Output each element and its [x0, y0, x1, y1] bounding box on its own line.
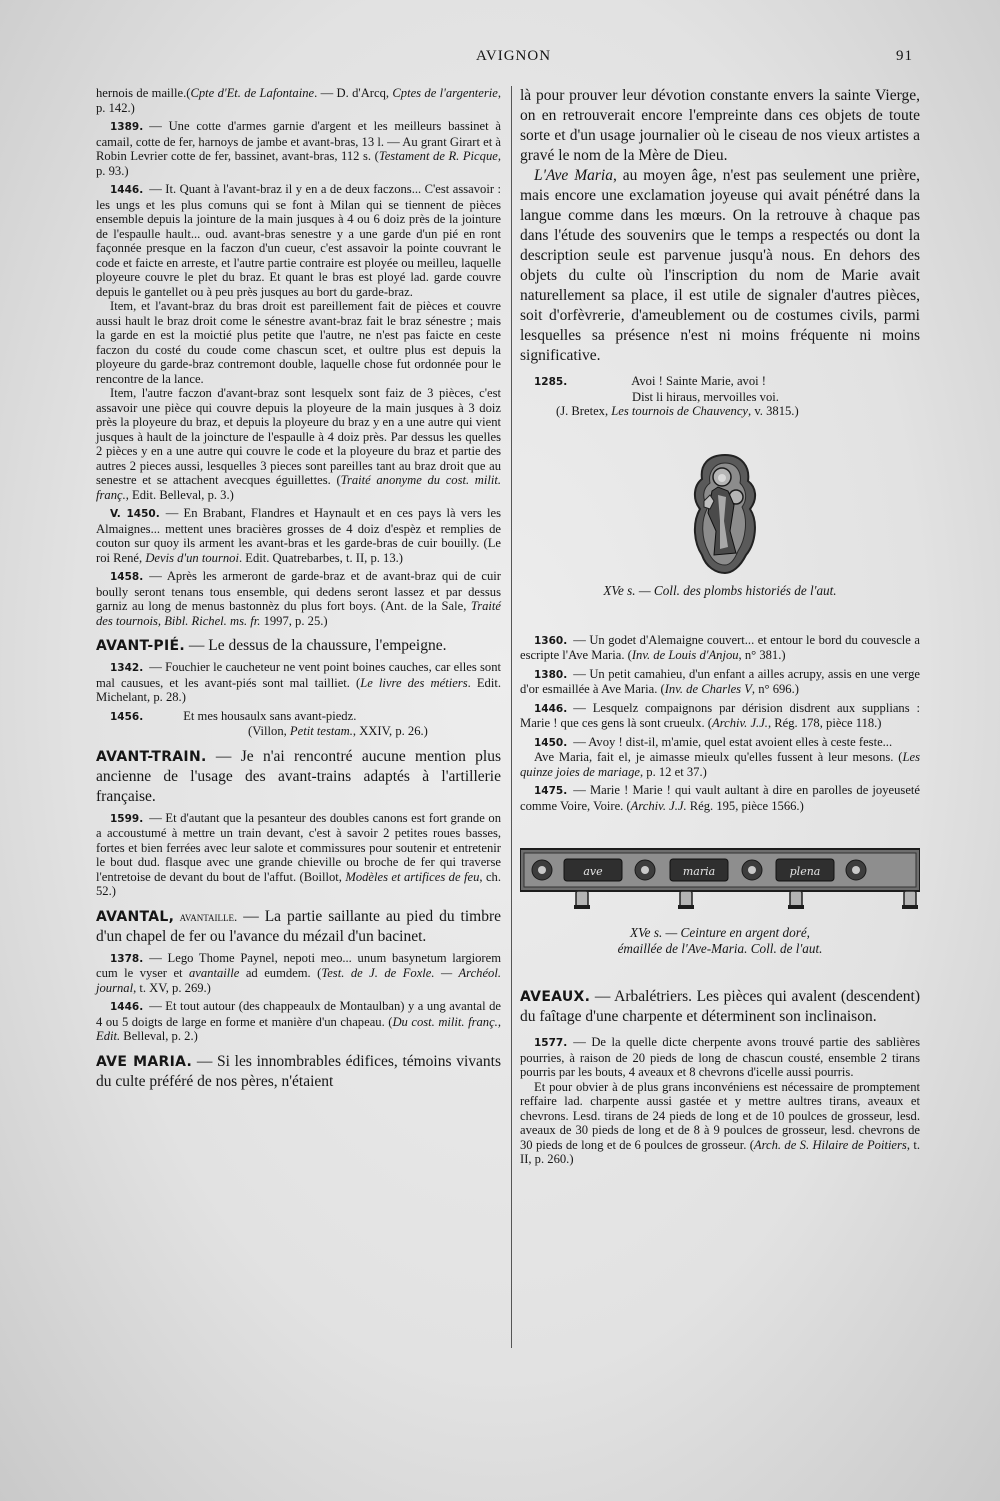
paragraph: Item, et l'avant-braz du bras droit est pareillement fait de pièces et couvre aussi hault le braz droit come le sénestre avant-braz fait le braz sénestre ; mais la garde en est la moictié plus petite que l'autre, ne n'est pas faicte en ceste faczon du costé du coude come chascun scet, et oultre plus est depuis la ployeure du garde-braz contremont double, laquelle chose fut ordonnée pour le rencontre de la lance. [96, 299, 501, 386]
paragraph [96, 724, 501, 739]
citation: Les tournois de Chauvency [611, 404, 749, 418]
year-label: 1342. [110, 662, 144, 674]
text: — Un petit camahieu, d'un enfant a ailles acrupy, assis en une verge d'or esmaillée à Ave Maria. ( [520, 666, 920, 696]
paragraph [520, 1035, 920, 1080]
paragraph [96, 951, 501, 996]
citation: Archiv. J.J. [630, 798, 687, 813]
citation: Cpte d'Et. de Lafontaine [190, 86, 315, 100]
year-label: 1599. [110, 812, 144, 825]
text: hernois de maille. [96, 86, 187, 100]
right-column [520, 86, 920, 1167]
headword: AVEAUX. [520, 989, 591, 1005]
paragraph [520, 667, 920, 697]
text: — Un godet d'Alemaigne couvert... et entour le bord du couvescle a escripte l'Ave Maria. ( [520, 632, 920, 662]
figure-caption: XVe s. — Coll. des plombs historiés de l'aut. [603, 582, 837, 598]
definition: — Je n'ai rencontré aucune mention plus ancienne de l'usage des avant-trains adaptés à l'artillerie française. [96, 747, 501, 805]
year-label: 1446. [110, 184, 144, 196]
paragraph [96, 811, 501, 899]
figure-belt [520, 843, 920, 915]
lead-plaque-image [690, 451, 760, 577]
paragraph: là pour prouver leur dévotion constante envers la sainte Vierge, on en retrouverait encore l'empreinte dans ces objets de toute sorte et d'un usage journalier où le ciseau de nos vieux artistes a gravé le nom de la Mère de Dieu. [520, 87, 920, 164]
citation: Devis d'un tournoi [145, 550, 239, 565]
belt-word: maria [682, 865, 716, 878]
year-label: 1378. [110, 952, 144, 965]
text: Ave Maria, fait el, je aimasse mieulx qu'elles fussent à leur mesons. ( [534, 750, 903, 764]
verse-block [520, 374, 920, 390]
text: ad eumdem. ( [239, 966, 322, 980]
left-column [96, 86, 501, 1092]
definition: — La partie saillante au pied du timbre d'un chapel de fer ou l'avance du mézail d'un bacinet. [96, 907, 501, 945]
text: Item, l'autre faczon d'avant-braz sont lesquelx sont faiz de 3 pièces, c'est assavoir une pièce qui couvre depuis la ployeure de la main jusques à 3 doiz près la ployeure du braz, et depuis la ployeure du braz y en a une autre qui vient jusques à hault de la joincture de l'espaulle à 4 doiz près. Par dessus les quelles 2 pièces y en a une autre qui couvre le code et la ployeure du braz et partie des autres 2 pieces aussi, lesquelles 3 pieces sont pareilles tant au braz droit que au senestre et se attachent avecques éguillettes. ( [96, 386, 501, 487]
citation: Arch. de S. Hilaire de Poitiers [753, 1137, 907, 1152]
paragraph [96, 709, 501, 725]
verse-line: Et mes housaulx sans avant-piedz. [183, 708, 357, 723]
year-label: 1458. [110, 571, 144, 583]
year-label: V. 1450. [110, 508, 160, 520]
text: , n° 696.) [751, 682, 799, 696]
text: . Edit. Michelant, p. 28.) [96, 675, 501, 704]
belt-word: plena [789, 865, 821, 878]
paragraph [96, 182, 501, 299]
figure-lead-plaque [520, 451, 920, 579]
column-divider [511, 86, 512, 1348]
belt-image [520, 843, 920, 915]
text: — Lego Thome Paynel, nepoti meo... unum basynetum largiorem cum le vyser et [96, 950, 501, 980]
text: — En Brabant, Flandres et Haynault et en ces pays là vers les Almaignes... mettent unes bracières grosses de 4 doiz d'espèz et remplies de couton sur quoy ils arment les avant-bras et les garde-bras de cuir bouilly. (Le roi René, [96, 506, 501, 565]
text: , Edit. Belleval, p. 3.) [125, 487, 234, 502]
verse-line: Dist li hiraus, mervoilles voi. [632, 389, 779, 404]
year-label: 1446. [110, 1001, 144, 1013]
text: , au moyen âge, n'est pas seulement une prière, mais encore une exclamation joyeuse qui avait pénétré dans la langue comme dans les mœurs. On la retrouve à chaque pas dans l'étude des souvenirs que le temps a respectés ou dont la description seule est parvenue jusqu'à nous. En dehors des objets du culte où l'inscription du nom de Marie avait naturellement sa place, il est utile de signaler d'autres pièces, soit d'orfèvrerie, d'ameublement ou de costumes civils, parmi lesquelles sa présence n'est ni moins fréquente ni moins significative. [520, 167, 921, 364]
text: — Fouchier le caucheteur ne vent point boines cauches, car elles sont mal causues, et les avant-piés sont mal tailliet. ( [96, 660, 501, 690]
text: , v. 3815.) [748, 404, 799, 418]
text: — Et tout autour (des chappeaulx de Montaulban) y a ung avantal de 4 ou 5 doigts de large en forme et manière d'un chapeau. ( [96, 999, 501, 1029]
year-label: 1450. [534, 736, 568, 749]
belt-word: ave [583, 865, 603, 878]
headword: AVANT-TRAIN. [96, 748, 207, 765]
text: , ch. 52.) [96, 869, 501, 898]
text: Rég. 195, pièce 1566.) [686, 798, 804, 813]
paragraph [96, 506, 501, 565]
text: , Rég. 178, pièce 118.) [767, 716, 882, 730]
figure-caption: émaillée de l'Ave-Maria. Coll. de l'aut. [617, 941, 823, 956]
paragraph [96, 660, 501, 705]
paragraph [96, 386, 501, 502]
citation: Petit testam. [289, 724, 353, 738]
definition: — Arbalétriers. Les pièces qui avalent (descendent) du faîtage d'une charpente et déterminent son inclinaison. [520, 988, 920, 1025]
citation: Les quinze joies de mariage [520, 750, 920, 779]
citation: Le livre des métiers [360, 675, 468, 690]
year-label: 1389. [110, 121, 144, 133]
running-head: AVIGNON [476, 48, 552, 64]
paragraph [96, 569, 501, 628]
year-label: 1456. [110, 710, 144, 723]
year-label: 1577. [534, 1037, 568, 1049]
page-number: 91 [896, 48, 913, 64]
citation: Testament de R. Picque [378, 149, 498, 163]
citation: Archiv. J.J. [712, 716, 768, 730]
citation: Inv. de Charles V [664, 682, 752, 696]
variant: avantaille. [174, 908, 238, 924]
citation: Traité anonyme du cost. milit. franç. [96, 473, 501, 502]
citation: Cptes de l'argenterie [392, 86, 498, 100]
text: . Edit. Quatrebarbes, t. II, p. 13.) [238, 550, 403, 565]
paragraph: hernois de maille.(Cpte d'Et. de Lafontaine. — D. d'Arcq, Cptes de l'argenterie, p. 142.) [96, 86, 501, 115]
paragraph [520, 783, 920, 813]
entry-heading [96, 1052, 501, 1092]
text: 1997, p. 25.) [260, 613, 328, 628]
text: , n° 381.) [738, 648, 786, 662]
text: , p. 12 et 37.) [639, 764, 707, 779]
year-label: 1380. [534, 668, 568, 681]
text: , t. XV, p. 269.) [133, 980, 211, 995]
headword: AVANTAL, [96, 908, 175, 925]
text: — De la quelle dicte cherpente avons trouvé partie des sablières pourries, à raison de 20 pieds de long de chascun cousté, ensemble 2 tirans pourris par les bouts, 4 aveaux et 8 chevrons d'icelle aussi pourris. [520, 1035, 920, 1079]
year-label: 1446. [534, 702, 568, 715]
source [520, 404, 920, 419]
citation: Modèles et artifices de feu [345, 869, 480, 884]
verse-line: Avoi ! Sainte Marie, avoi ! [631, 374, 766, 388]
year-label: 1475. [534, 785, 568, 797]
emphasis: L'Ave Maria [534, 167, 613, 184]
citation: Traité des tournois, Bibl. Richel. ms. fr. [96, 599, 501, 628]
entry-heading [520, 987, 920, 1027]
entry-heading [96, 636, 501, 656]
text: . — D. d'Arcq, [314, 86, 390, 100]
entry-heading [96, 907, 501, 947]
citation: avantaille [189, 966, 240, 980]
citation: Inv. de Louis d'Anjou [631, 648, 739, 662]
year-label: 1285. [534, 376, 568, 388]
text: — Avoy ! dist-il, m'amie, quel estat avoient elles à ceste feste... [573, 734, 893, 749]
text: , p. 142.) [96, 86, 501, 115]
text: — Et d'autant que la pesanteur des doubles canons est fort grande on a accoustumé à mettre un train devant, c'est à savoir 2 petites roues basses, fortes et bien ferrées avec leur salote et commissures pour soutenir et entretenir le bout dud. flasque avec une grande chieville ou broche de fer qui traverse l'entretoise de devant du bout de l'affut. (Boillot, [96, 810, 501, 884]
text: (J. Bretex, [556, 404, 612, 418]
paragraph [520, 750, 920, 779]
text: (Villon, [248, 724, 290, 738]
paragraph [96, 119, 501, 178]
text: Et pour obvier à de plus grans inconvéniens est nécessaire de promptement reffaire lad. charpente aussi gastée et y mettre aultres tirans, aveaux et chevrons. Lesd. tirans de 24 pieds de long et de 10 poulces de grosseur, lesd. aveaux de 30 pieds de long et de 8 à 9 poulces de grosseur, lesd. chevrons de 30 pieds de long et de 6 poulces de grosseur. ( [520, 1079, 920, 1152]
definition: — Le dessus de la chaussure, l'empeigne. [184, 637, 447, 654]
citation: Du cost. milit. franç., Edit. [96, 1014, 501, 1043]
text: — It. Quant à l'avant-braz il y en a de deux faczons... C'est assavoir : les ungs et les plus comuns qui se font à Milan qui se tiennent de pièces ensemble depuis la jointure de la main jusques à 4 ou 6 doiz près de la jointure de l'espaulle hault... oud. avant-bras senestre y a une garde d'un pié en ront façonnée presque en la faczon d'un cueur, c'est assavoir la pointe couvrant le code et faicte en arreste, et l'autre partie contraire est ployée ou meilleu, laquelle ployeure couvre le plet du braz. Et quant le bras est ployé lad. garde couvre depuis le gantellet ou à peu près jusques au bort du garde-braz. [96, 182, 501, 299]
paragraph [520, 701, 920, 731]
paragraph [520, 633, 920, 663]
definition: — Si les innombrables édifices, témoins vivants du culte préféré de nos pères, n'étaient [96, 1052, 501, 1090]
headword: AVE MARIA. [96, 1053, 193, 1070]
paragraph [96, 999, 501, 1044]
text: , XXIV, p. 26.) [352, 724, 428, 738]
text: — Lesquelz compaignons par dérision disdrent aux supplians : Marie ! que ces gens là sont crueulx. ( [520, 700, 920, 730]
text: — Après les armeront de garde-braz et de avant-braz qui de cuir boully seront tenans tous ensemble, qui dedens seront lassez et par dessus garniz au long de menus bastonnèz du plus fort boys. (Ant. de la Sale, [96, 569, 501, 613]
entry-heading [96, 747, 501, 807]
paragraph [520, 1080, 920, 1167]
paragraph [520, 166, 920, 366]
text: — Une cotte d'armes garnie d'argent et les meilleurs bassinet à camail, cotte de fer, harnoys de jambe et avant-bras, 13 l. — Au grant Girart et à Robin Levrier cotte de fer, bassinet, avant-bras, 112 s. ( [96, 119, 501, 163]
text: — Marie ! Marie ! qui vault aultant à dire en parolles de joyeuseté comme Voire, Voire. ( [520, 783, 920, 813]
paragraph [520, 735, 920, 751]
text: , t. II, p. 260.) [520, 1137, 920, 1166]
text: , p. 93.) [96, 149, 501, 178]
headword: AVANT-PIÉ. [96, 638, 185, 654]
figure-caption: XVe s. — Ceinture en argent doré, [630, 925, 810, 940]
text: Belleval, p. 2.) [120, 1029, 198, 1043]
year-label: 1360. [534, 634, 568, 647]
citation: Test. de J. de Foxle. — Archéol. journal [96, 966, 501, 995]
